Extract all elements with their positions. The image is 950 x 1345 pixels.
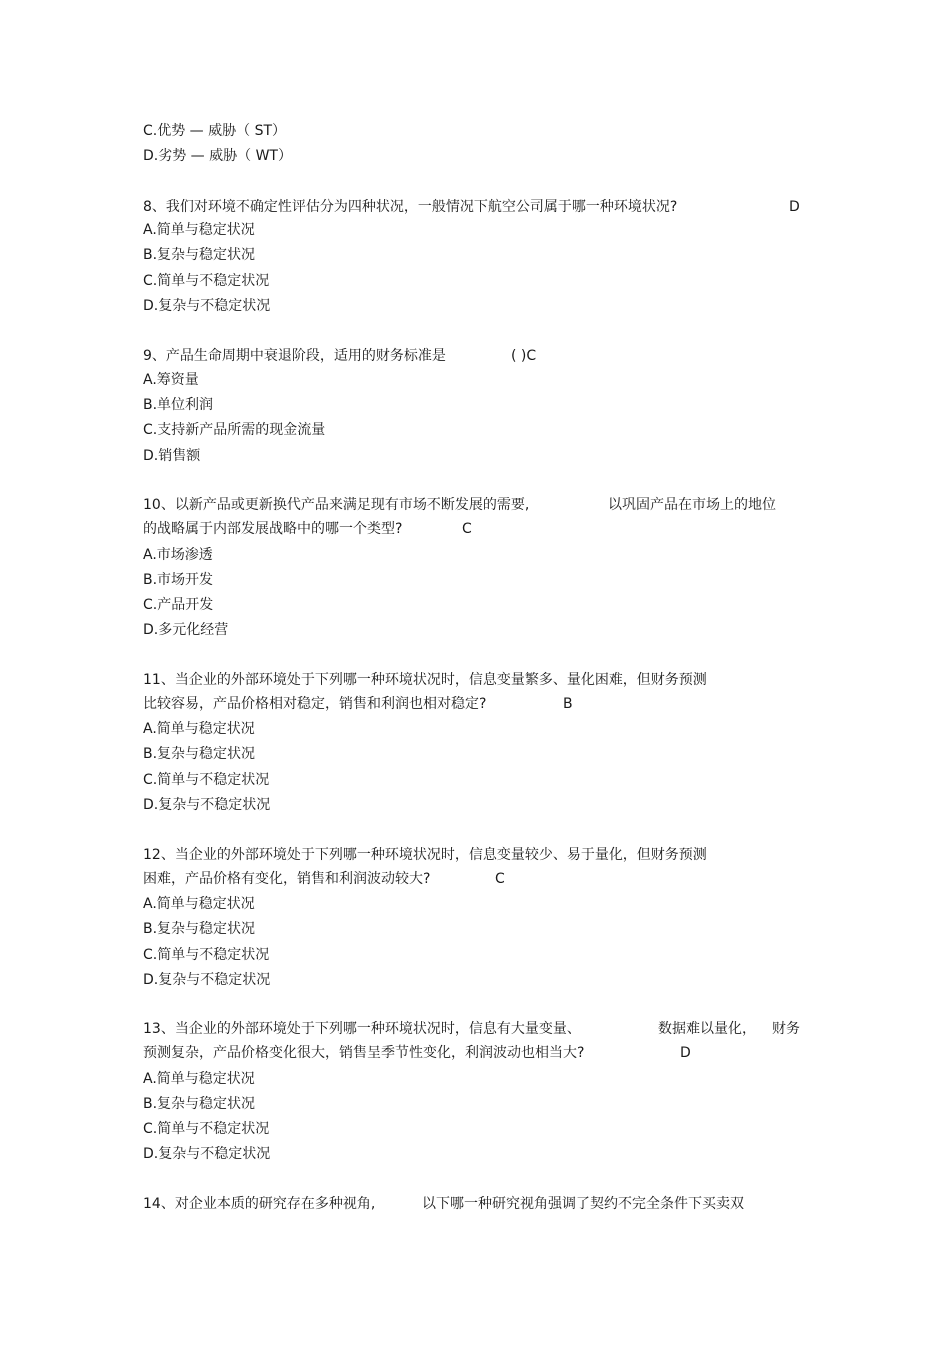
option-b: B.复杂与稳定状况 <box>143 1096 256 1112</box>
answer-key: B <box>563 696 573 712</box>
option-b: B.复杂与稳定状况 <box>143 247 256 263</box>
option-b: B.复杂与稳定状况 <box>143 921 256 937</box>
question-stem: 11、当企业的外部环境处于下列哪一种环境状况时，信息变量繁多、量化困难，但财务预测 <box>143 672 707 688</box>
option-a: A.简单与稳定状况 <box>143 1071 255 1087</box>
option-d: D.多元化经营 <box>143 622 229 638</box>
option-c: C.简单与不稳定状况 <box>143 772 270 788</box>
answer-key: D <box>789 199 800 215</box>
option-b: B.单位利润 <box>143 397 214 413</box>
option-b: B.市场开发 <box>143 572 214 588</box>
option-d: D.销售额 <box>143 448 201 464</box>
question-stem-line-2: 困难，产品价格有变化，销售和利润波动较大? <box>143 871 431 887</box>
option-a: A.筹资量 <box>143 372 199 388</box>
option-d: D.复杂与不稳定状况 <box>143 972 271 988</box>
question-stem: 9、产品生命周期中衰退阶段，适用的财务标准是 <box>143 348 446 364</box>
question-stem-part-2: 数据难以量化， <box>658 1021 756 1037</box>
answer-key: D <box>680 1045 691 1061</box>
question-stem-part-1: 13、当企业的外部环境处于下列哪一种环境状况时，信息有大量变量、 <box>143 1021 581 1037</box>
option-c: C.产品开发 <box>143 597 214 613</box>
question-stem-line-2: 预测复杂，产品价格变化很大，销售呈季节性变化，利润波动也相当大? <box>143 1045 585 1061</box>
question-stem: 12、当企业的外部环境处于下列哪一种环境状况时，信息变量较少、易于量化，但财务预测 <box>143 847 707 863</box>
option-d: D.复杂与不稳定状况 <box>143 1146 271 1162</box>
option-a: A.简单与稳定状况 <box>143 222 255 238</box>
question-stem-line-2: 比较容易，产品价格相对稳定，销售和利润也相对稳定? <box>143 696 487 712</box>
option-c: C.简单与不稳定状况 <box>143 273 270 289</box>
option-d: D.劣势 — 威胁（ WT） <box>143 148 292 164</box>
question-stem-part-2: 以下哪一种研究视角强调了契约不完全条件下买卖双 <box>422 1196 744 1212</box>
option-c: C.支持新产品所需的现金流量 <box>143 422 326 438</box>
option-d: D.复杂与不稳定状况 <box>143 298 271 314</box>
answer-key: C <box>495 871 505 887</box>
question-stem: 8、我们对环境不确定性评估分为四种状况，一般情况下航空公司属于哪一种环境状况? <box>143 199 678 215</box>
option-a: A.简单与稳定状况 <box>143 896 255 912</box>
option-b: B.复杂与稳定状况 <box>143 746 256 762</box>
option-c: C.优势 — 威胁（ ST） <box>143 123 287 139</box>
question-stem-part-1: 10、以新产品或更新换代产品来满足现有市场不断发展的需要, <box>143 497 530 513</box>
option-a: A.市场渗透 <box>143 547 213 563</box>
question-stem-part-1: 14、对企业本质的研究存在多种视角, <box>143 1196 376 1212</box>
option-c: C.简单与不稳定状况 <box>143 947 270 963</box>
answer-key: C <box>462 521 472 537</box>
option-d: D.复杂与不稳定状况 <box>143 797 271 813</box>
question-stem-part-3: 财务 <box>772 1021 800 1037</box>
question-stem-line-2: 的战略属于内部发展战略中的哪一个类型? <box>143 521 403 537</box>
question-stem-part-2: 以巩固产品在市场上的地位 <box>608 497 776 513</box>
option-a: A.简单与稳定状况 <box>143 721 255 737</box>
answer-key: ( )C <box>511 348 537 364</box>
option-c: C.简单与不稳定状况 <box>143 1121 270 1137</box>
